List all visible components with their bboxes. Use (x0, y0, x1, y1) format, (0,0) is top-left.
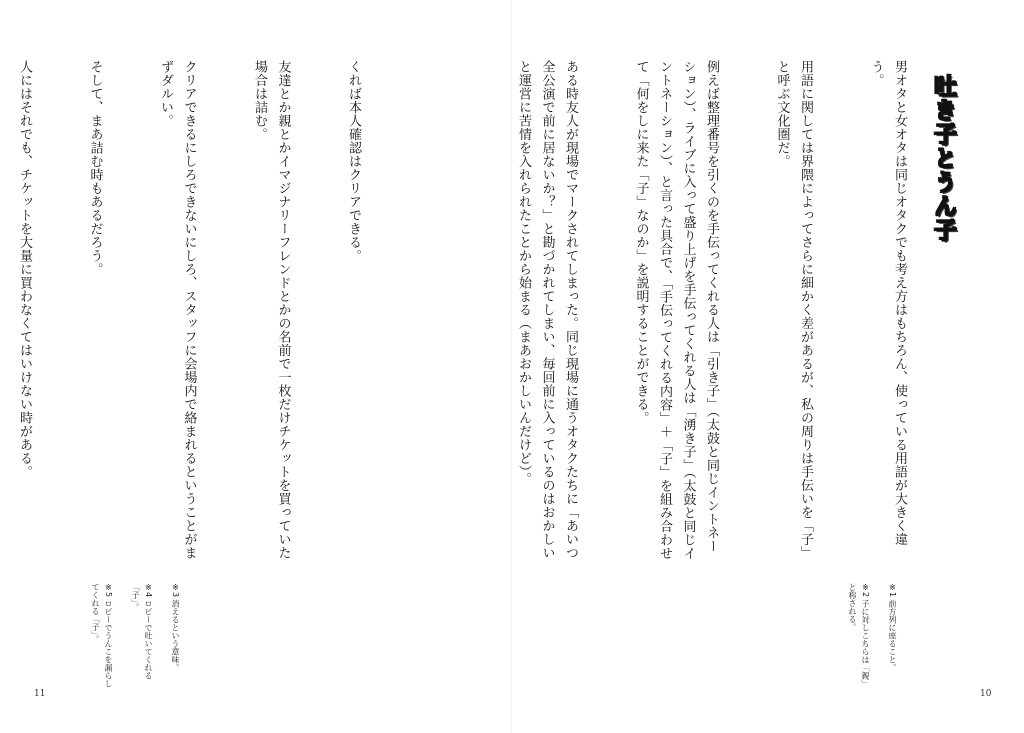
right-page (512, 0, 1024, 733)
footnote: ※2 子に対しこちらは「親」と称される。 (848, 583, 870, 688)
footnote: ※3 消えるという意味。 (171, 583, 180, 672)
paragraph: そして、まあ詰む時もあるだろう。 (87, 60, 103, 276)
footnote: ※4 ロビーで吐いてくれる「子」。 (131, 583, 153, 680)
paragraph: 用語に関しては界隈によってさらに細かく差があるが、私の周りは手伝いを「子」と呼ぶ文化圏だ。 (774, 60, 813, 560)
paragraph: 例えば整理番号を引くのを手伝ってくれる人は「引き子」（太鼓と同じイントネーション）、ライブに入って盛り上げを手伝ってくれる人は「湧き子」（太鼓と同じイントネーション）、と言った具合で、「手伝ってくれる内容」＋「子」を組み合わせて「何をしに来た「子」なのか」を説明することができる。 (633, 60, 719, 560)
footnote: ※1 前方列に座ること。 (888, 583, 897, 672)
paragraph: クリアできるにしろできないにしろ、スタッフに会場内で絡まれるということがまずダルい。 (158, 60, 197, 560)
paragraph: くれば本人確認はクリアできる。 (346, 60, 361, 263)
chapter-heading: 吐き子とうん子 (930, 74, 956, 242)
paragraph: ある時友人が現場でマークされてしまった。同じ現場に通うオタクたちに「あいつ全公演で前に居ないか？」と勘づかれてしまい、毎回前に入っているのはおかしいと運営に苦情を入れられたことから始まる（まあおかしいんだけど）。 (516, 60, 578, 560)
left-page-footnotes (2, 583, 182, 693)
right-page-footnotes (719, 583, 899, 693)
right-page-body (516, 60, 958, 565)
page-number: 10 (980, 689, 992, 699)
paragraph: 男オタと女オタは同じオタクでも考え方はもちろん、使っている用語が大きく違う。 (868, 60, 907, 546)
paragraph: 人にはそれでも、チケットを大量に買わなくてはいけない時がある。 (17, 60, 32, 479)
footnote: ※5 ロビーでうんこを漏らしてくれる「子」。 (91, 583, 113, 688)
left-page-body (17, 60, 412, 565)
paragraph: 友達とか親とかイマジナリーフレンドとかの名前で一枚だけチケットを買っていた場合は詰む。 (252, 60, 291, 560)
page-number: 11 (34, 689, 46, 699)
